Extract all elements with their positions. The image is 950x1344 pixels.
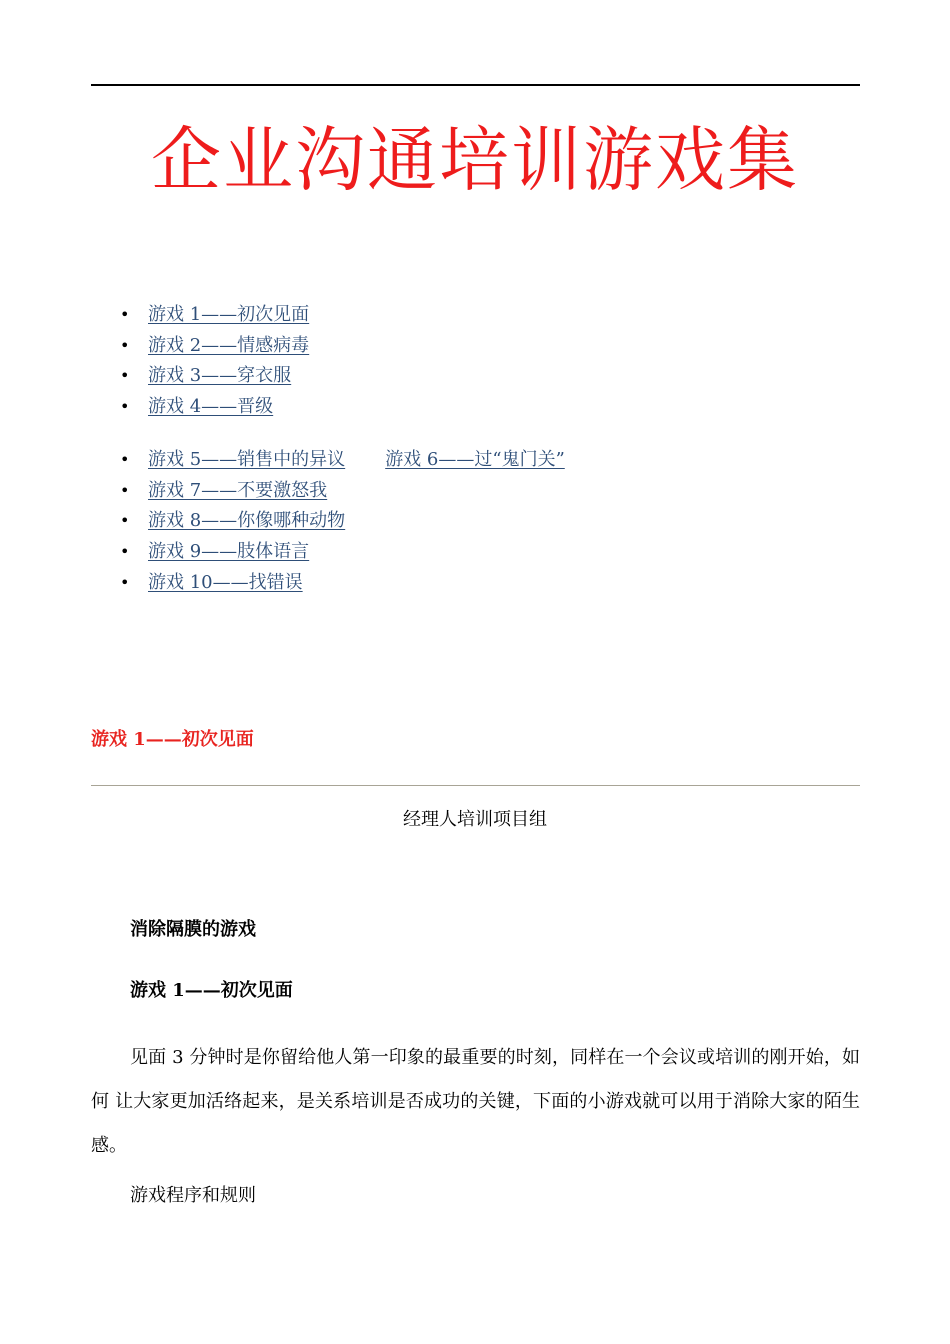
toc-item — [120, 300, 309, 331]
bullet-icon: • — [120, 335, 130, 355]
bullet-icon: • — [120, 480, 130, 500]
bullet-icon: • — [120, 366, 130, 386]
toc-link-game-10[interactable]: 游戏 10——找错误 — [148, 571, 303, 593]
toc-item — [120, 506, 565, 537]
toc-item — [120, 445, 565, 476]
toc-link-game-5[interactable]: 游戏 5——销售中的异议 — [148, 449, 346, 470]
toc-link-game-9[interactable]: 游戏 9——肢体语言 — [148, 541, 310, 563]
subheading-game-title: 游戏 1——初次见面 — [130, 980, 293, 1001]
subheading-icebreaker: 消除隔膜的游戏 — [130, 919, 256, 940]
intro-paragraph: 见面 3 分钟时是你留给他人第一印象的最重要的时刻，同样在一个会议或培训的刚开始，如 何 让大家更加活络起来，是关系培训是否成功的关键，下面的小游戏就可以用于消除大家的陌生感。 — [91, 1047, 860, 1156]
bullet-icon: • — [120, 450, 130, 469]
toc-link-game-4[interactable]: 游戏 4——晋级 — [148, 396, 274, 418]
toc-item — [120, 537, 565, 568]
toc-link-game-1[interactable]: 游戏 1——初次见面 — [148, 304, 310, 325]
toc-link-game-2[interactable]: 游戏 2——情感病毒 — [148, 334, 310, 356]
toc-item — [120, 361, 309, 392]
toc-item — [120, 476, 565, 507]
document-title: 企业沟通培训游戏集 — [151, 119, 799, 201]
toc-list-group-1 — [120, 300, 309, 423]
toc-list-group-2 — [120, 445, 565, 598]
section-subtitle: 经理人培训项目组 — [403, 809, 547, 830]
bullet-icon: • — [120, 397, 130, 417]
section-divider — [91, 785, 860, 786]
toc-item — [120, 331, 309, 362]
bullet-icon: • — [120, 542, 130, 562]
toc-link-game-3[interactable]: 游戏 3——穿衣服 — [148, 365, 292, 387]
bullet-icon: • — [120, 572, 130, 592]
section-heading: 游戏 1——初次见面 — [91, 729, 254, 750]
toc-link-game-8[interactable]: 游戏 8——你像哪种动物 — [148, 510, 346, 532]
bullet-icon: • — [120, 305, 130, 324]
procedure-heading: 游戏程序和规则 — [130, 1185, 256, 1206]
toc-link-game-6[interactable]: 游戏 6——过“鬼门关” — [385, 449, 565, 470]
toc-item — [120, 392, 309, 423]
top-divider — [91, 84, 860, 86]
bullet-icon: • — [120, 511, 130, 531]
toc-link-game-7[interactable]: 游戏 7——不要激怒我 — [148, 479, 328, 501]
toc-item — [120, 568, 565, 599]
